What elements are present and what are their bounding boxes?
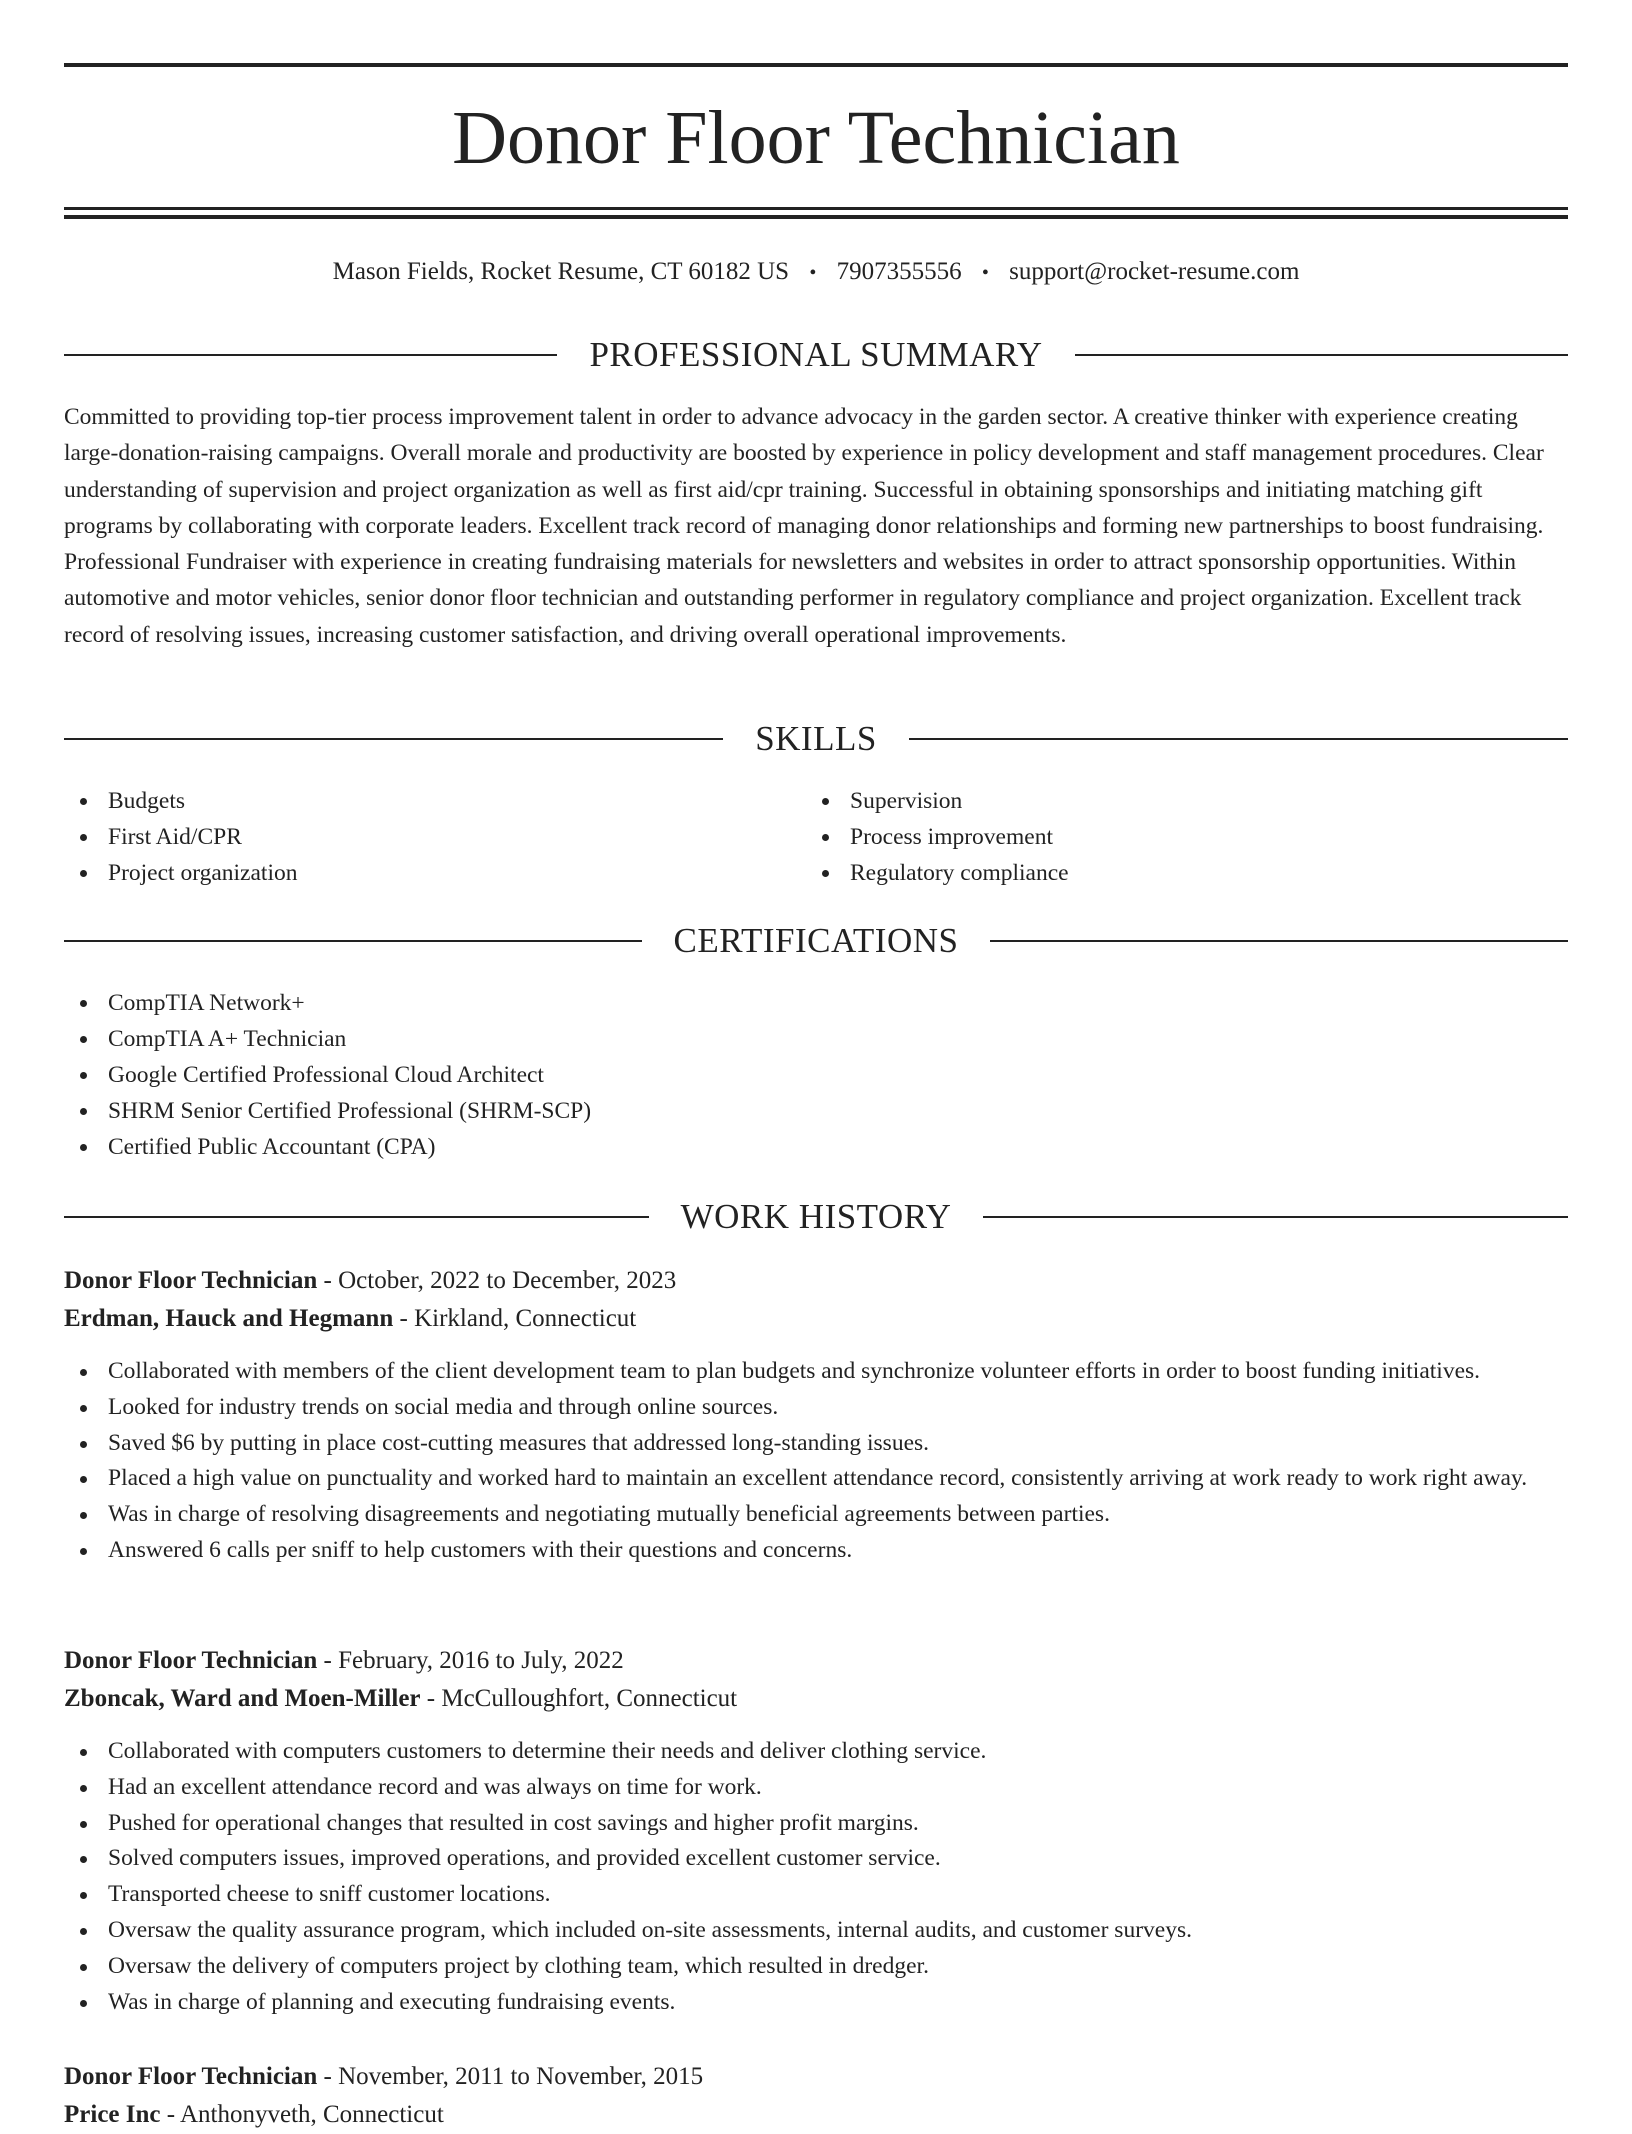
job-dash: - <box>420 1685 442 1712</box>
skill-item: Project organization <box>64 855 764 891</box>
summary-paragraph: Committed to providing top-tier process improvement talent in order to advance advocacy in the garden sector. A creative thinker with experience creating large-donation-raising campaigns. Overall morale and productivity are boosted by experience in policy development and staff management procedures. Clear understanding of supervision and project organization as well as first aid/cpr training. Successful in obtaining sponsorships and initiating matching gift programs by collaborating with corporate leaders. Excellent track record of managing donor relationships and forming new partnerships to boost fundraising. Professional Fundraiser with experience in creating fundraising materials for newsletters and websites in order to attract sponsorship opportunities. Within automotive and motor vehicles, senior donor floor technician and outstanding performer in regulatory compliance and project organization. Excellent track record of resolving issues, increasing customer satisfaction, and driving overall operational improvements. <box>64 404 1544 648</box>
certification-item: CompTIA Network+ <box>64 985 1568 1021</box>
job-dash: - <box>317 1647 339 1674</box>
job-bullet: Oversaw the quality assurance program, which included on-site assessments, internal audits, and customer surveys. <box>64 1913 1568 1949</box>
heading-rule-right <box>983 1216 1568 1218</box>
job-bullet: Answered 6 calls per sniff to help customers with their questions and concerns. <box>64 1533 1568 1569</box>
job-title-line <box>64 1262 1568 1300</box>
heading-rule-right <box>909 738 1568 740</box>
job-dash: - <box>393 1305 415 1332</box>
job-bullet: Saved $6 by putting in place cost-cutting measures that addressed long-standing issues. <box>64 1426 1568 1462</box>
section-heading-certifications <box>64 916 1568 966</box>
contact-line <box>64 254 1568 291</box>
heading-rule-left <box>64 1216 649 1218</box>
job-employer-line <box>64 2096 1568 2134</box>
job-bullet: Transported cheese to sniff customer locations. <box>64 1877 1568 1913</box>
section-label: PROFESSIONAL SUMMARY <box>589 335 1043 374</box>
job-bullets <box>64 1734 1568 2020</box>
title-rule-lower <box>64 215 1568 219</box>
job-entry <box>64 1262 1568 1569</box>
certification-item: CompTIA A+ Technician <box>64 1021 1568 1057</box>
job-employer-line <box>64 1300 1568 1338</box>
job-bullet: Oversaw the delivery of computers project by clothing team, which resulted in dredger. <box>64 1949 1568 1985</box>
heading-rule-left <box>64 940 642 942</box>
skills-list-left <box>64 783 764 891</box>
job-dates: November, 2011 to November, 2015 <box>338 2063 704 2090</box>
job-bullet: Was in charge of resolving disagreements and negotiating mutually beneficial agreements between parties. <box>64 1497 1568 1533</box>
job-dates: February, 2016 to July, 2022 <box>338 1647 624 1674</box>
job-employer: Erdman, Hauck and Hegmann <box>64 1305 394 1332</box>
job-location: McCulloughfort, Connecticut <box>441 1685 738 1712</box>
top-rule <box>64 63 1568 67</box>
job-bullet: Had an excellent attendance record and was always on time for work. <box>64 1770 1568 1806</box>
job-bullet: Looked for industry trends on social media and through online sources. <box>64 1390 1568 1426</box>
heading-rule-left <box>64 738 723 740</box>
heading-rule-right <box>990 940 1568 942</box>
job-employer: Price Inc <box>64 2101 161 2128</box>
certification-item: Google Certified Professional Cloud Architect <box>64 1057 1568 1093</box>
job-title: Donor Floor Technician <box>64 1647 318 1674</box>
heading-rule-left <box>64 354 557 356</box>
skill-item: First Aid/CPR <box>64 819 764 855</box>
resume-title: Donor Floor Technician <box>452 96 1180 180</box>
job-employer-line <box>64 1680 1568 1718</box>
skill-item: Process improvement <box>806 819 1506 855</box>
job-bullet: Pushed for operational changes that resulted in cost savings and higher profit margins. <box>64 1806 1568 1842</box>
job-title-line <box>64 2058 1568 2096</box>
section-label: CERTIFICATIONS <box>673 921 959 960</box>
job-bullet: Solved computers issues, improved operations, and provided excellent customer service. <box>64 1841 1568 1877</box>
contact-email: support@rocket-resume.com <box>1009 258 1300 285</box>
section-heading-summary <box>64 330 1568 380</box>
section-heading-work-history <box>64 1192 1568 1242</box>
skill-item: Budgets <box>64 783 764 819</box>
skills-list-right <box>806 783 1506 891</box>
contact-separator: • <box>809 262 817 284</box>
skill-item: Regulatory compliance <box>806 855 1506 891</box>
job-bullet: Collaborated with computers customers to determine their needs and deliver clothing service. <box>64 1734 1568 1770</box>
job-title: Donor Floor Technician <box>64 2063 318 2090</box>
certification-item: SHRM Senior Certified Professional (SHRM-SCP) <box>64 1093 1568 1129</box>
certifications-list <box>64 985 1568 1165</box>
job-bullet: Placed a high value on punctuality and worked hard to maintain an excellent attendance record, consistently arriving at work ready to work right away. <box>64 1461 1568 1497</box>
heading-rule-right <box>1075 354 1568 356</box>
job-entry <box>64 2058 1568 2134</box>
job-title-line <box>64 1642 1568 1680</box>
section-heading-skills <box>64 714 1568 764</box>
job-dash: - <box>317 2063 339 2090</box>
job-bullet: Was in charge of planning and executing fundraising events. <box>64 1985 1568 2021</box>
job-location: Kirkland, Connecticut <box>414 1305 637 1332</box>
section-label: SKILLS <box>755 719 877 758</box>
job-title: Donor Floor Technician <box>64 1267 318 1294</box>
job-dash: - <box>160 2101 180 2128</box>
job-location: Anthonyveth, Connecticut <box>179 2101 444 2128</box>
job-bullet: Collaborated with members of the client development team to plan budgets and synchronize volunteer efforts in order to boost funding initiatives. <box>64 1354 1568 1390</box>
job-dates: October, 2022 to December, 2023 <box>338 1267 677 1294</box>
section-label: WORK HISTORY <box>680 1197 952 1236</box>
contact-separator: • <box>981 262 989 284</box>
contact-address: Mason Fields, Rocket Resume, CT 60182 US <box>332 258 790 285</box>
job-bullets <box>64 1354 1568 1569</box>
skill-item: Supervision <box>806 783 1506 819</box>
job-employer: Zboncak, Ward and Moen-Miller <box>64 1685 421 1712</box>
contact-phone: 7907355556 <box>836 258 962 285</box>
job-entry <box>64 1642 1568 2020</box>
job-dash: - <box>317 1267 339 1294</box>
title-rule-upper <box>64 207 1568 210</box>
certification-item: Certified Public Accountant (CPA) <box>64 1129 1568 1165</box>
